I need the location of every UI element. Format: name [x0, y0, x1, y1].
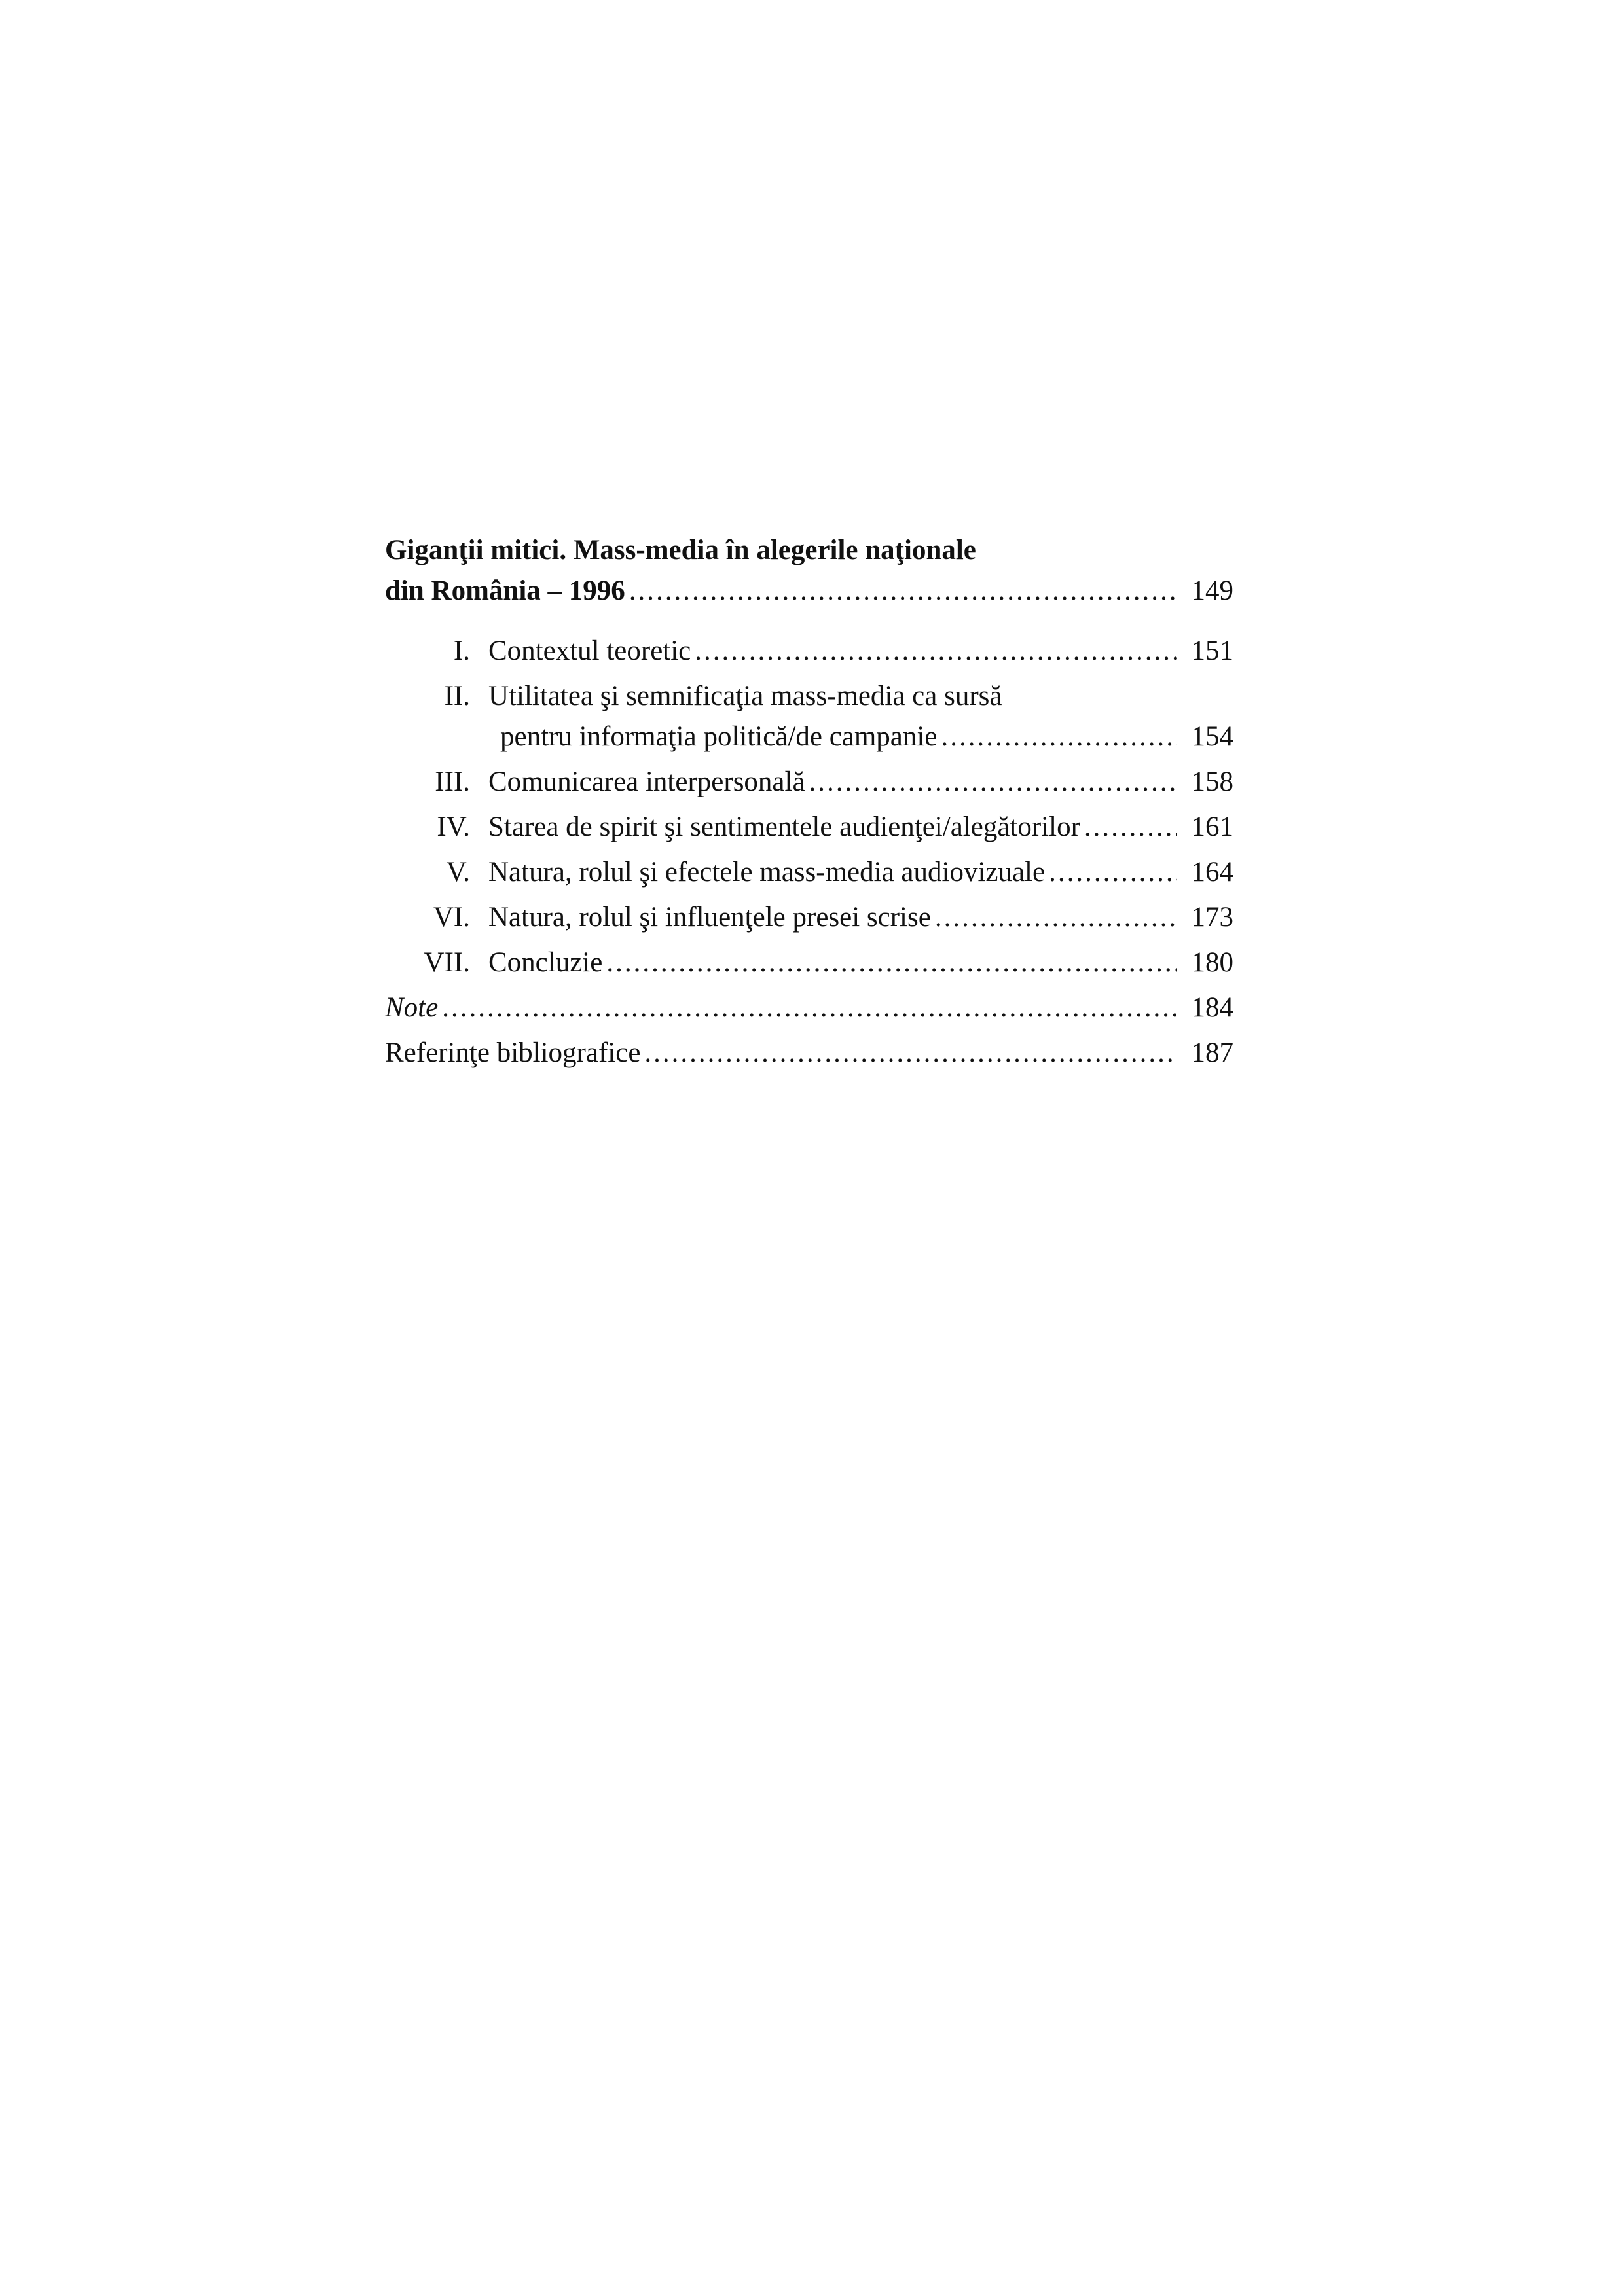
toc-entry-section-5[interactable] — [385, 852, 1233, 897]
dot-leader — [1049, 852, 1177, 893]
chapter-title-text: Giganţii mitici. Mass-media în alegerile naţionale — [385, 535, 976, 565]
section-number: V. — [446, 857, 470, 888]
toc-entry-references[interactable] — [385, 1033, 1233, 1078]
section-title: Comunicarea interpersonală — [488, 766, 805, 797]
toc-entry-section-1[interactable] — [385, 631, 1233, 676]
chapter-title-text-cont: din România – 1996 — [385, 575, 625, 606]
dot-leader — [629, 571, 1177, 611]
page-number: 154 — [1191, 721, 1233, 752]
page-number: 187 — [1191, 1037, 1233, 1068]
section-number: I. — [453, 636, 470, 666]
dot-leader — [442, 988, 1177, 1028]
dot-leader — [644, 1033, 1177, 1073]
section-number: VI. — [433, 902, 470, 933]
section-number: III. — [435, 766, 470, 797]
dot-leader — [606, 942, 1177, 983]
chapter-title-line-1 — [385, 530, 1233, 571]
section-title-cont: pentru informaţia politică/de campanie — [500, 721, 938, 752]
dot-leader — [695, 631, 1177, 672]
section-title: Natura, rolul şi influenţele presei scrise — [488, 902, 931, 933]
toc-entry-section-2-cont[interactable] — [385, 717, 1233, 762]
toc-entry-section-7[interactable] — [385, 942, 1233, 988]
page-number: 180 — [1191, 947, 1233, 978]
section-number: II. — [444, 681, 470, 711]
page-number: 173 — [1191, 902, 1233, 933]
dot-leader — [935, 897, 1177, 938]
toc-entry-section-6[interactable] — [385, 897, 1233, 942]
section-number: IV. — [437, 812, 470, 842]
section-title: Natura, rolul şi efectele mass-media audiovizuale — [488, 857, 1046, 888]
section-title: Contextul teoretic — [488, 636, 691, 666]
toc-entry-section-3[interactable] — [385, 762, 1233, 807]
page-number: 158 — [1191, 766, 1233, 797]
toc-entry-notes[interactable] — [385, 988, 1233, 1033]
page-number: 184 — [1191, 992, 1233, 1023]
section-number: VII. — [424, 947, 470, 978]
section-title: Utilitatea şi semnificaţia mass-media ca sursă — [488, 681, 1002, 711]
page-number: 151 — [1191, 636, 1233, 666]
dot-leader — [941, 717, 1177, 757]
section-title: Starea de spirit şi sentimentele audienţei/alegătorilor — [488, 812, 1080, 842]
references-title: Referinţe bibliografice — [385, 1037, 641, 1068]
section-title: Concluzie — [488, 947, 603, 978]
toc-entry-section-4[interactable] — [385, 807, 1233, 852]
page-number: 161 — [1191, 812, 1233, 842]
dot-leader — [1084, 807, 1177, 848]
toc-entry-section-2[interactable] — [385, 676, 1233, 717]
page-number: 164 — [1191, 857, 1233, 888]
page-number: 149 — [1191, 575, 1233, 606]
table-of-contents — [385, 530, 1233, 1078]
dot-leader — [809, 762, 1177, 802]
chapter-title-line-2[interactable] — [385, 571, 1233, 611]
notes-title: Note — [385, 992, 439, 1023]
